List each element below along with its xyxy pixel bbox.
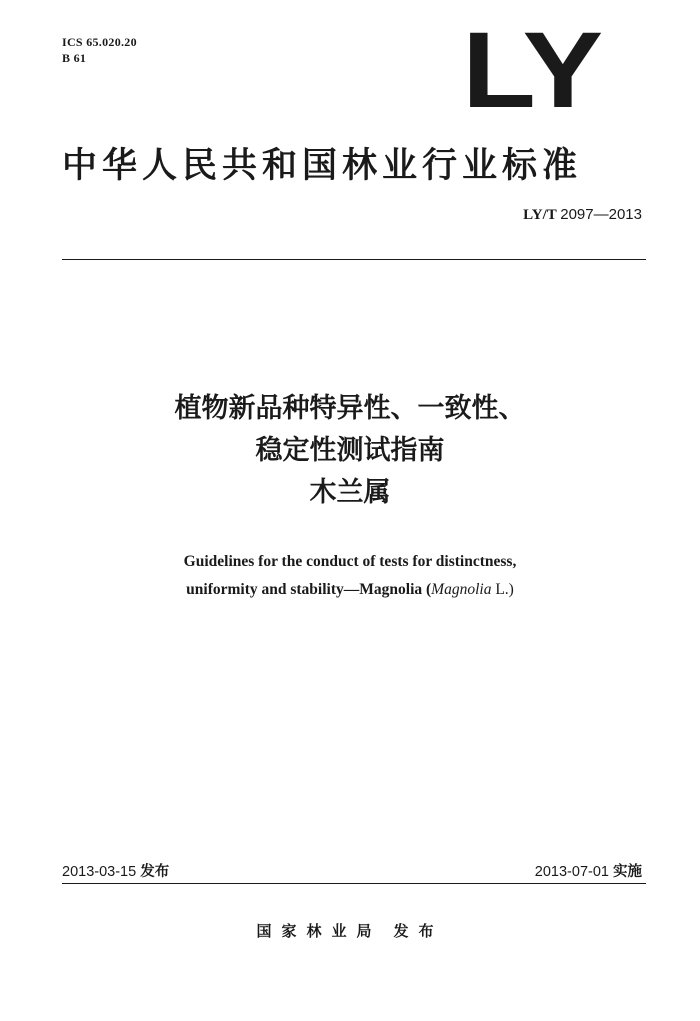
ics-code: ICS 65.020.20 [62, 35, 137, 49]
standard-organization-title: 中华人民共和国林业行业标准 [62, 146, 583, 186]
standard-code-number: 2097—2013 [560, 206, 642, 223]
implement-date-value: 2013-07-01 [534, 864, 609, 880]
standard-code [523, 206, 642, 224]
english-title-line-2-start: uniformity and stability—Magnolia ( [186, 581, 432, 598]
publish-date-value: 2013-03-15 [62, 864, 137, 880]
english-title-latin-genus: Magnolia [431, 581, 492, 598]
english-title-line-1: Guidelines for the conduct of tests for distinctness, [183, 553, 517, 570]
publish-date [62, 860, 169, 881]
issuing-authority [0, 920, 700, 941]
implement-date [535, 860, 642, 881]
issuer-action: 发布 [393, 922, 444, 940]
chinese-title-line-2: 稳定性测试指南 [255, 435, 445, 466]
chinese-title-line-1: 植物新品种特异性、一致性、 [174, 393, 526, 424]
english-title [0, 548, 700, 604]
standard-code-prefix: LY/T [523, 207, 557, 223]
publish-label: 发布 [140, 864, 170, 880]
chinese-title-line-3: 木兰属 [309, 477, 391, 508]
footer-divider [62, 883, 646, 884]
classification-codes [62, 34, 137, 66]
ly-logo: LY [462, 9, 601, 130]
english-title-line-2-end: L.) [491, 581, 514, 598]
issuer-name: 国家林业局 [256, 922, 382, 940]
english-title-line-2 [0, 576, 700, 604]
header-divider [62, 259, 646, 260]
chinese-title [0, 388, 700, 514]
ccs-code: B 61 [62, 51, 87, 65]
implement-label: 实施 [613, 864, 642, 880]
